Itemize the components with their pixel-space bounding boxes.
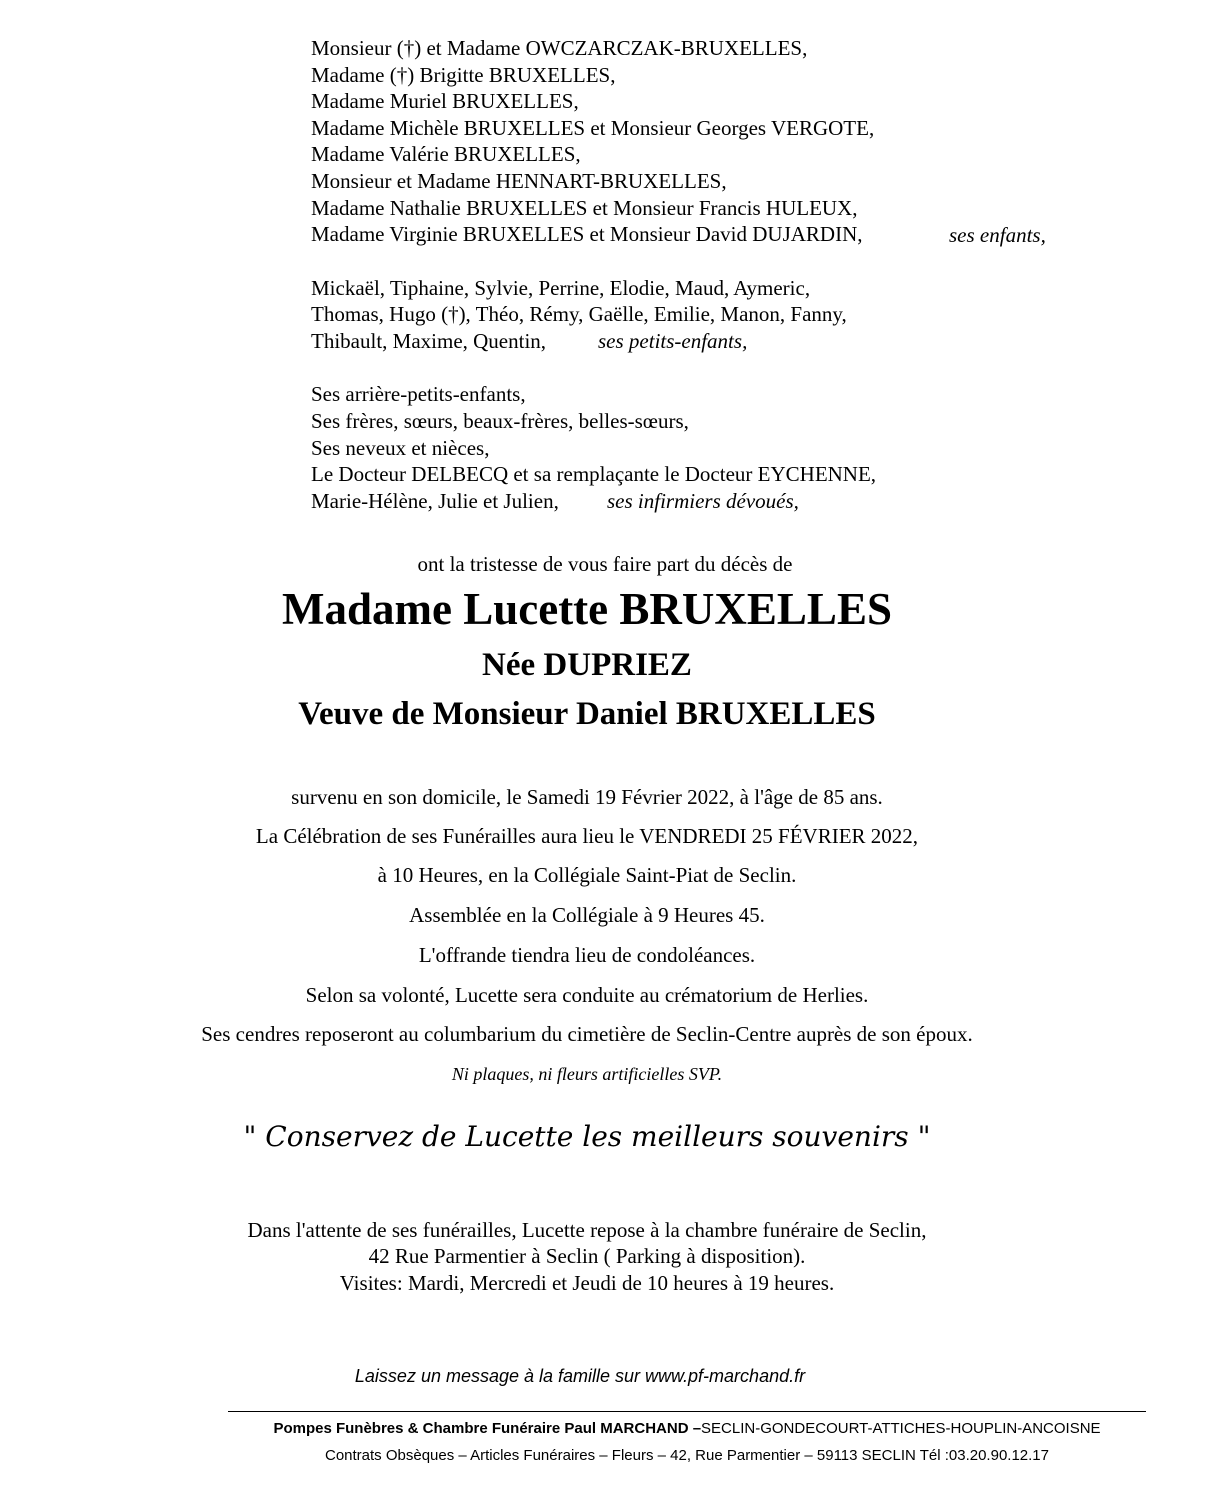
company-locations: SECLIN-GONDECOURT-ATTICHES-HOUPLIN-ANCOISNE	[701, 1420, 1101, 1437]
grandchildren-line: Thomas, Hugo (†), Théo, Rémy, Gaëlle, Emilie, Manon, Fanny,	[311, 302, 847, 326]
memorial-quote: " Conservez de Lucette les meilleurs souvenirs "	[243, 1120, 931, 1153]
visitation-line: 42 Rue Parmentier à Seclin ( Parking à disposition).	[368, 1244, 806, 1268]
widow-of: Veuve de Monsieur Daniel BRUXELLES	[298, 696, 876, 732]
guestbook-message: Laissez un message à la famille sur www.pf-marchand.fr	[354, 1366, 806, 1386]
deceased-name: Madame Lucette BRUXELLES	[282, 584, 892, 634]
no-flowers-note: Ni plaques, ni fleurs artificielles SVP.	[451, 1064, 723, 1084]
visitation-line: Visites: Mardi, Mercredi et Jeudi de 10 heures à 19 heures.	[339, 1271, 835, 1295]
child-line: Monsieur (†) et Madame OWCZARCZAK-BRUXELLES,	[311, 36, 808, 60]
announcement-intro: ont la tristesse de vous faire part du décès de	[417, 552, 793, 576]
company-line	[228, 1419, 1146, 1439]
mourner-line: Ses arrière-petits-enfants,	[311, 382, 526, 406]
detail-line: La Célébration de ses Funérailles aura lieu le VENDREDI 25 FÉVRIER 2022,	[255, 824, 919, 848]
detail-line: L'offrande tiendra lieu de condoléances.	[418, 943, 756, 967]
child-line: Madame Nathalie BRUXELLES et Monsieur Francis HULEUX,	[311, 196, 858, 220]
grandchildren-line: Thibault, Maxime, Quentin,	[311, 329, 547, 353]
detail-line: survenu en son domicile, le Samedi 19 Février 2022, à l'âge de 85 ans.	[291, 785, 883, 809]
mourner-line: Ses frères, sœurs, beaux-frères, belles-sœurs,	[311, 409, 689, 433]
grandchildren-label: ses petits-enfants,	[598, 329, 748, 353]
mourner-line: Le Docteur DELBECQ et sa remplaçante le Docteur EYCHENNE,	[311, 462, 877, 486]
child-line: Madame Muriel BRUXELLES,	[311, 89, 579, 113]
child-line: Monsieur et Madame HENNART-BRUXELLES,	[311, 169, 727, 193]
children-label: ses enfants,	[949, 223, 1046, 247]
visitation-line: Dans l'attente de ses funérailles, Lucette repose à la chambre funéraire de Seclin,	[247, 1218, 927, 1242]
nurses-label: ses infirmiers dévoués,	[607, 489, 799, 513]
company-services: Contrats Obsèques – Articles Funéraires – Fleurs – 42, Rue Parmentier – 59113 SECLIN Tél :03.20.90.12.17	[324, 1447, 1049, 1464]
mourner-line: Ses neveux et nièces,	[311, 436, 490, 460]
detail-line: Ses cendres reposeront au columbarium du cimetière de Seclin-Centre auprès de son époux.	[201, 1022, 973, 1046]
detail-line: à 10 Heures, en la Collégiale Saint-Piat de Seclin.	[377, 863, 797, 887]
grandchildren-line: Mickaël, Tiphaine, Sylvie, Perrine, Elodie, Maud, Aymeric,	[311, 276, 811, 300]
detail-line: Assemblée en la Collégiale à 9 Heures 45.	[409, 903, 765, 927]
child-line: Madame (†) Brigitte BRUXELLES,	[311, 63, 616, 87]
child-line: Madame Michèle BRUXELLES et Monsieur Georges VERGOTE,	[311, 116, 875, 140]
maiden-name: Née DUPRIEZ	[482, 647, 692, 683]
mourner-line: Marie-Hélène, Julie et Julien,	[311, 489, 559, 513]
child-line: Madame Valérie BRUXELLES,	[311, 142, 581, 166]
detail-line: Selon sa volonté, Lucette sera conduite au crématorium de Herlies.	[305, 983, 869, 1007]
footer-divider	[228, 1411, 1146, 1412]
child-line: Madame Virginie BRUXELLES et Monsieur David DUJARDIN,	[311, 222, 863, 246]
company-name: Pompes Funèbres & Chambre Funéraire Paul MARCHAND –	[273, 1420, 702, 1437]
